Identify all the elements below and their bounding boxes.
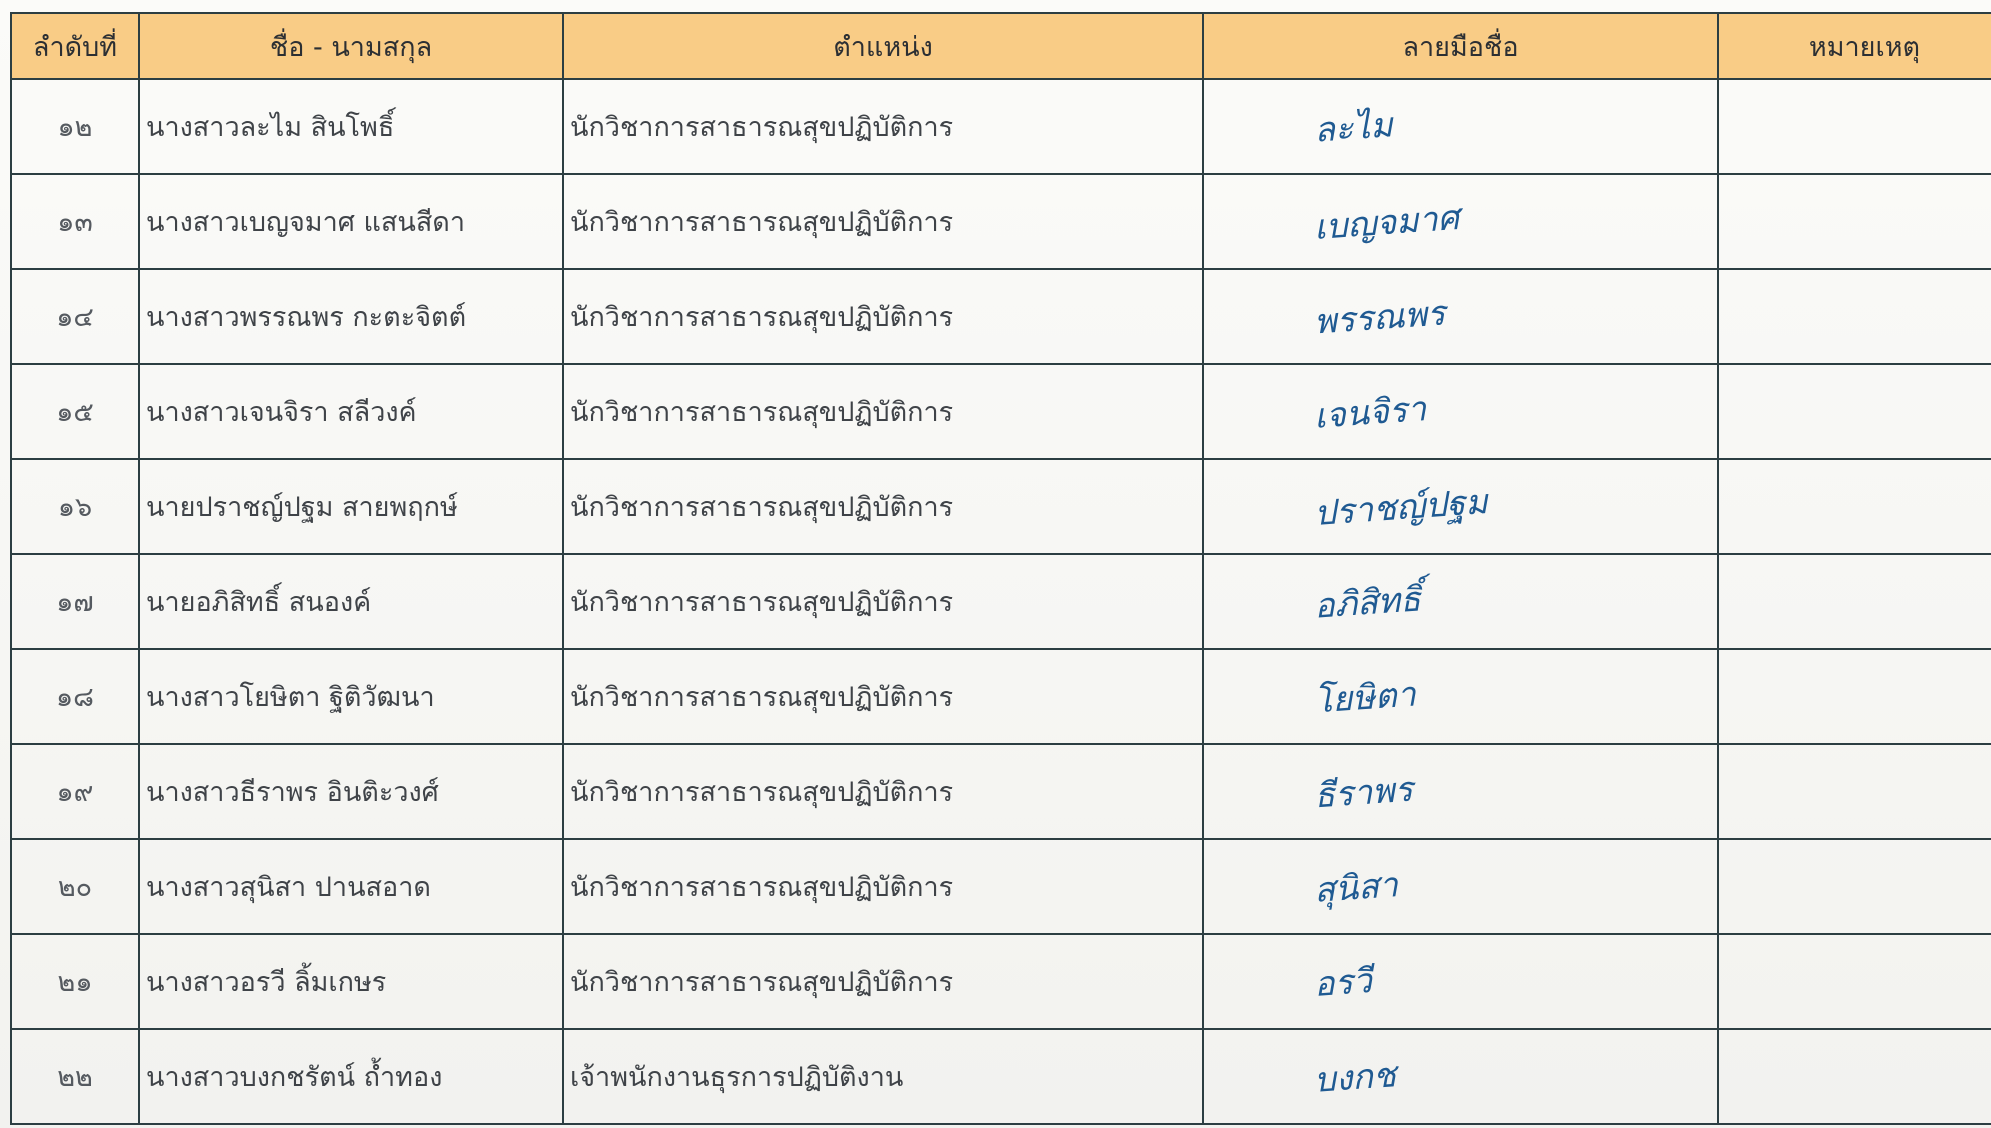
table-row (11, 1029, 1991, 1124)
table-row (11, 79, 1991, 174)
row-number: ๑๓ (11, 174, 139, 269)
person-position: นักวิชาการสาธารณสุขปฏิบัติการ (563, 364, 1203, 459)
row-number: ๑๒ (11, 79, 139, 174)
signature-cell (1203, 364, 1718, 459)
handwritten-signature: บงกช (1312, 1054, 1398, 1101)
person-name: นางสาวเบญจมาศ แสนสีดา (139, 174, 563, 269)
person-position: นักวิชาการสาธารณสุขปฏิบัติการ (563, 554, 1203, 649)
header-row (11, 13, 1991, 79)
signature-cell (1203, 269, 1718, 364)
row-number: ๑๙ (11, 744, 139, 839)
remark-cell (1718, 554, 1991, 649)
row-number: ๒๑ (11, 934, 139, 1029)
header-remark: หมายเหตุ (1718, 13, 1991, 79)
row-number: ๑๘ (11, 649, 139, 744)
table-header (11, 13, 1991, 79)
person-position: นักวิชาการสาธารณสุขปฏิบัติการ (563, 649, 1203, 744)
person-name: นางสาวละไม สินโพธิ์ (139, 79, 563, 174)
signature-cell (1203, 459, 1718, 554)
handwritten-signature: สุนิสา (1312, 864, 1400, 911)
handwritten-signature: พรรณพร (1312, 292, 1447, 343)
table-row (11, 174, 1991, 269)
signature-cell (1203, 839, 1718, 934)
table-row (11, 364, 1991, 459)
row-number: ๑๖ (11, 459, 139, 554)
person-position: นักวิชาการสาธารณสุขปฏิบัติการ (563, 839, 1203, 934)
attendance-sign-sheet (10, 12, 1991, 1125)
remark-cell (1718, 364, 1991, 459)
signature-cell (1203, 1029, 1718, 1124)
person-position: นักวิชาการสาธารณสุขปฏิบัติการ (563, 459, 1203, 554)
remark-cell (1718, 744, 1991, 839)
remark-cell (1718, 79, 1991, 174)
remark-cell (1718, 174, 1991, 269)
remark-cell (1718, 1029, 1991, 1124)
remark-cell (1718, 459, 1991, 554)
signature-cell (1203, 744, 1718, 839)
table-row (11, 269, 1991, 364)
table-row (11, 649, 1991, 744)
row-number: ๒๒ (11, 1029, 139, 1124)
person-name: นายอภิสิทธิ์ สนองค์ (139, 554, 563, 649)
table-row (11, 839, 1991, 934)
table-row (11, 934, 1991, 1029)
remark-cell (1718, 269, 1991, 364)
person-name: นางสาวสุนิสา ปานสอาด (139, 839, 563, 934)
row-number: ๑๔ (11, 269, 139, 364)
handwritten-signature: ละไม (1312, 104, 1394, 151)
person-position: นักวิชาการสาธารณสุขปฏิบัติการ (563, 174, 1203, 269)
header-name: ชื่อ - นามสกุล (139, 13, 563, 79)
signature-cell (1203, 649, 1718, 744)
person-position: นักวิชาการสาธารณสุขปฏิบัติการ (563, 744, 1203, 839)
remark-cell (1718, 934, 1991, 1029)
table-row (11, 744, 1991, 839)
header-signature: ลายมือชื่อ (1203, 13, 1718, 79)
signature-cell (1203, 934, 1718, 1029)
person-position: นักวิชาการสาธารณสุขปฏิบัติการ (563, 269, 1203, 364)
handwritten-signature: ปราชญ์ปฐม (1312, 481, 1490, 534)
handwritten-signature: อภิสิทธิ์ (1312, 578, 1423, 627)
person-name: นางสาวอรวี ลิ้มเกษร (139, 934, 563, 1029)
remark-cell (1718, 649, 1991, 744)
table-row (11, 459, 1991, 554)
person-name: นางสาวโยษิตา ฐิติวัฒนา (139, 649, 563, 744)
remark-cell (1718, 839, 1991, 934)
handwritten-signature: อรวี (1312, 960, 1374, 1005)
header-no: ลำดับที่ (11, 13, 139, 79)
table-body (11, 79, 1991, 1124)
header-position: ตำแหน่ง (563, 13, 1203, 79)
signature-cell (1203, 554, 1718, 649)
table-row (11, 554, 1991, 649)
person-name: นางสาวเจนจิรา สลีวงค์ (139, 364, 563, 459)
row-number: ๑๕ (11, 364, 139, 459)
row-number: ๒๐ (11, 839, 139, 934)
person-position: เจ้าพนักงานธุรการปฏิบัติงาน (563, 1029, 1203, 1124)
person-position: นักวิชาการสาธารณสุขปฏิบัติการ (563, 934, 1203, 1029)
handwritten-signature: เบญจมาศ (1312, 197, 1461, 248)
person-name: นายปราชญ์ปฐม สายพฤกษ์ (139, 459, 563, 554)
person-name: นางสาวบงกชรัตน์ ถ้ำทอง (139, 1029, 563, 1124)
row-number: ๑๗ (11, 554, 139, 649)
handwritten-signature: เจนจิรา (1312, 388, 1428, 437)
handwritten-signature: โยษิตา (1312, 673, 1418, 721)
person-position: นักวิชาการสาธารณสุขปฏิบัติการ (563, 79, 1203, 174)
person-name: นางสาวธีราพร อินติะวงศ์ (139, 744, 563, 839)
signature-cell (1203, 174, 1718, 269)
signature-cell (1203, 79, 1718, 174)
person-name: นางสาวพรรณพร กะตะจิตต์ (139, 269, 563, 364)
handwritten-signature: ธีราพร (1312, 769, 1415, 816)
